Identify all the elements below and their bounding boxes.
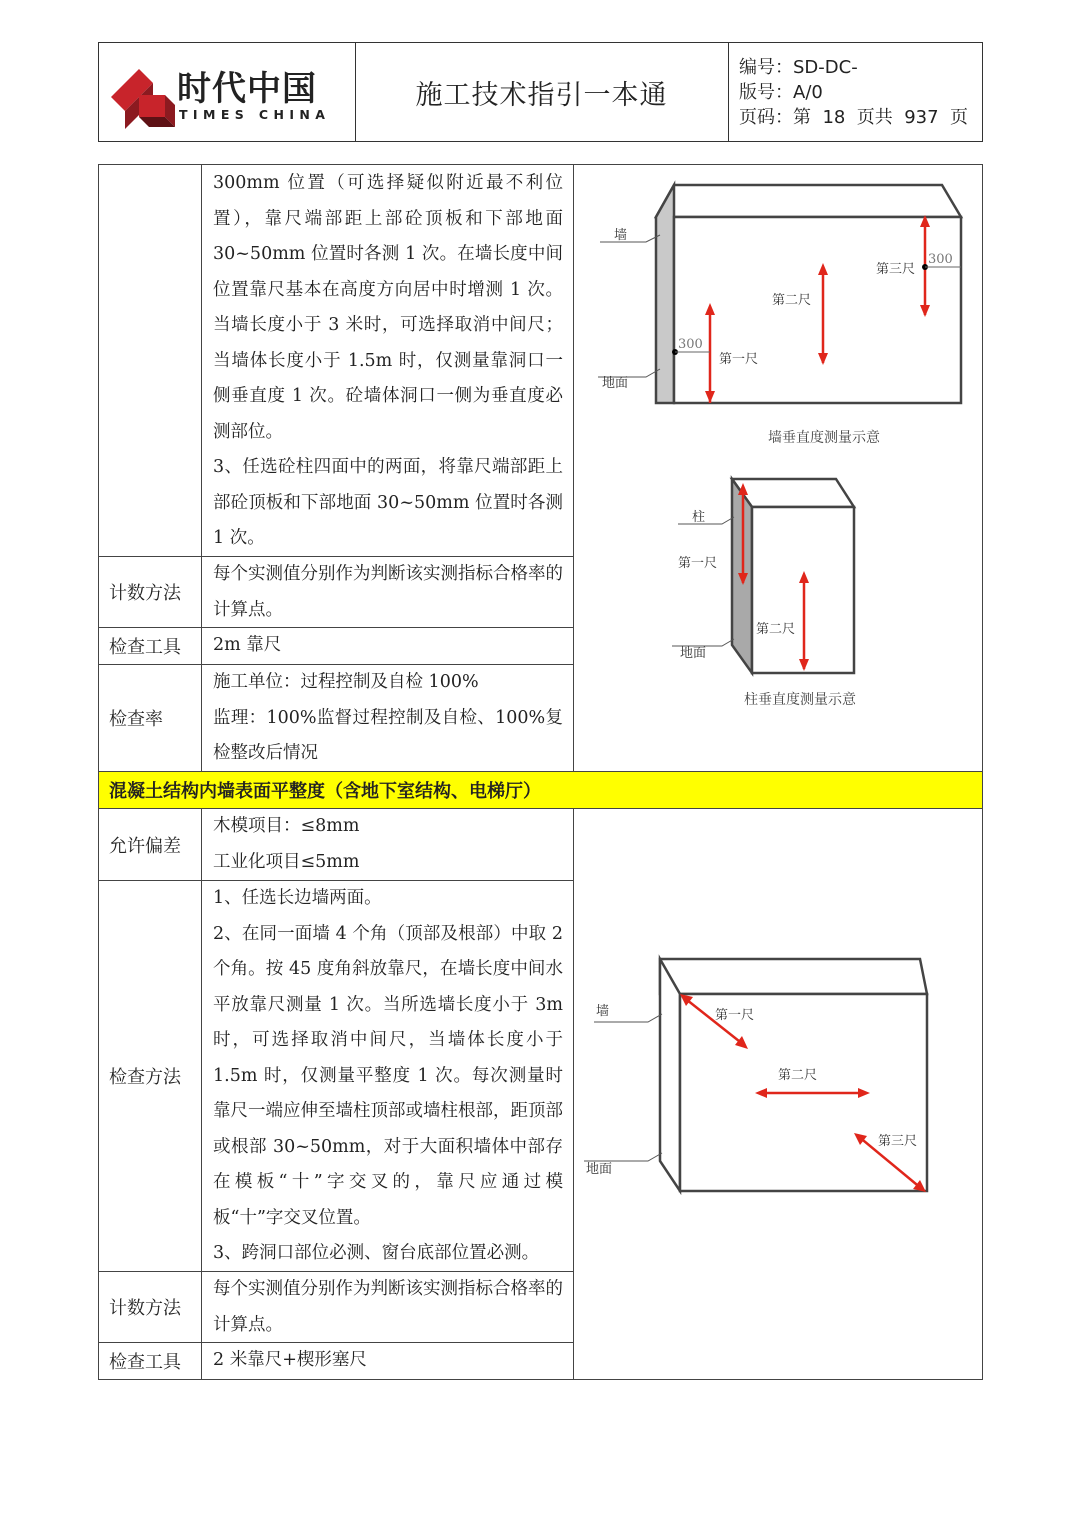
s1-method-para: 3、任选砼柱四面中的两面，将靠尺端部距上部砼顶板和下部地面 30~50mm 位置时各测 1 次。 — [213, 457, 563, 548]
document-meta — [739, 55, 968, 130]
s2-tolerance-line: 工业化项目≤5mm — [213, 851, 360, 872]
flat-ruler2-label: 第二尺 — [778, 1068, 818, 1083]
s1-method-text — [201, 164, 574, 557]
s2-method-label: 检查方法 — [98, 880, 202, 1272]
s2-method-para: 3、跨洞口部位必测、窗台底部位置必测。 — [213, 1243, 540, 1263]
s1-rate-label: 检查率 — [98, 664, 202, 772]
document-title: 施工技术指引一本通 — [355, 43, 729, 141]
wall-label: 墙 — [614, 228, 628, 243]
s2-count-text: 每个实测值分别作为判断该实测指标合格率的计算点。 — [201, 1271, 574, 1343]
brand-name-en: TIMES CHINA — [179, 107, 331, 122]
ruler2-label: 第二尺 — [772, 293, 812, 308]
s2-title-bar: 混凝土结构内墙表面平整度（含地下室结构、电梯厅） — [98, 771, 983, 809]
column-verticality-diagram — [574, 465, 984, 725]
s1-tool-label: 检查工具 — [98, 627, 202, 665]
times-china-logo-icon — [109, 61, 179, 131]
wall-caption: 墙垂直度测量示意 — [768, 430, 880, 446]
s1-rate-text — [201, 664, 574, 772]
ruler3-label: 第三尺 — [876, 262, 916, 277]
s1-diagram-cell — [573, 164, 983, 772]
s2-tolerance-text — [201, 808, 574, 881]
s1-method-para: 300mm 位置（可选择疑似附近最不利位置），靠尺端部距上部砼顶板和下部地面 30~50mm 位置时各测 1 次。在墙长度中间位置靠尺基本在高度方向居中时增测 1 次。当墙长度小于 3 米时，可选择取消中间尺；当墙体长度小于 1.5m 时，仅测量靠洞口一侧垂直度 1 次。砼墙体洞口一侧为垂直度必测部位。 — [213, 173, 563, 442]
s1-rate-line: 监理：100%监督过程控制及自检、100%复检整改后情况 — [213, 707, 563, 763]
wall-flatness-diagram — [574, 809, 984, 1381]
s2-count-label: 计数方法 — [98, 1271, 202, 1343]
column-label: 柱 — [692, 510, 706, 525]
doc-page: 页码：第 18 页共 937 页 — [739, 107, 969, 128]
flat-wall-label: 墙 — [596, 1004, 610, 1019]
wall-verticality-diagram — [574, 165, 984, 465]
brand-name-cn: 时代中国 — [177, 69, 317, 109]
s2-method-text — [201, 880, 574, 1272]
flat-ruler3-label: 第三尺 — [878, 1134, 918, 1149]
s1-label-cell-blank — [98, 164, 202, 557]
s2-tool-label: 检查工具 — [98, 1342, 202, 1380]
s1-rate-line: 施工单位：过程控制及自检 100% — [213, 672, 479, 692]
doc-version: 版号：A/0 — [739, 82, 823, 103]
col-ruler2-label: 第二尺 — [756, 622, 796, 637]
col-ruler1-label: 第一尺 — [678, 556, 718, 571]
s2-tolerance-label: 允许偏差 — [98, 808, 202, 881]
logo-cell — [99, 43, 356, 141]
s1-count-text: 每个实测值分别作为判断该实测指标合格率的计算点。 — [201, 556, 574, 628]
flat-ruler1-label: 第一尺 — [715, 1008, 755, 1023]
doc-code: 编号：SD-DC- — [739, 57, 858, 78]
s1-count-label: 计数方法 — [98, 556, 202, 628]
ruler1-label: 第一尺 — [719, 352, 759, 367]
column-caption: 柱垂直度测量示意 — [744, 692, 856, 708]
column-ground-label: 地面 — [680, 646, 707, 661]
flat-ground-label: 地面 — [586, 1162, 613, 1177]
s2-tool-text: 2 米靠尺+楔形塞尺 — [201, 1342, 574, 1380]
s2-diagram-cell — [573, 808, 983, 1380]
dim-left: 300 — [678, 337, 703, 352]
s2-method-para: 1、任选长边墙两面。 — [213, 888, 382, 908]
ground-label: 地面 — [602, 376, 629, 391]
dim-right: 300 — [928, 252, 953, 267]
page-header — [98, 42, 983, 142]
s2-tolerance-line: 木模项目：≤8mm — [213, 816, 360, 836]
s1-tool-text: 2m 靠尺 — [201, 627, 574, 665]
s2-method-para: 2、在同一面墙 4 个角（顶部及根部）中取 2 个角。按 45 度角斜放靠尺，在墙长度中间水平放靠尺测量 1 次。当所选墙长度小于 3m 时，可选择取消中间尺，当墙体长度小于 1.5m 时，仅测量平整度 1 次。每次测量时靠尺一端应伸至墙柱顶部或墙柱根部，距顶部或根部 30~50mm，对于大面积墙体中部存在模板“十”字交叉的，靠尺应通过模板“十”字交叉位置。 — [213, 923, 563, 1228]
